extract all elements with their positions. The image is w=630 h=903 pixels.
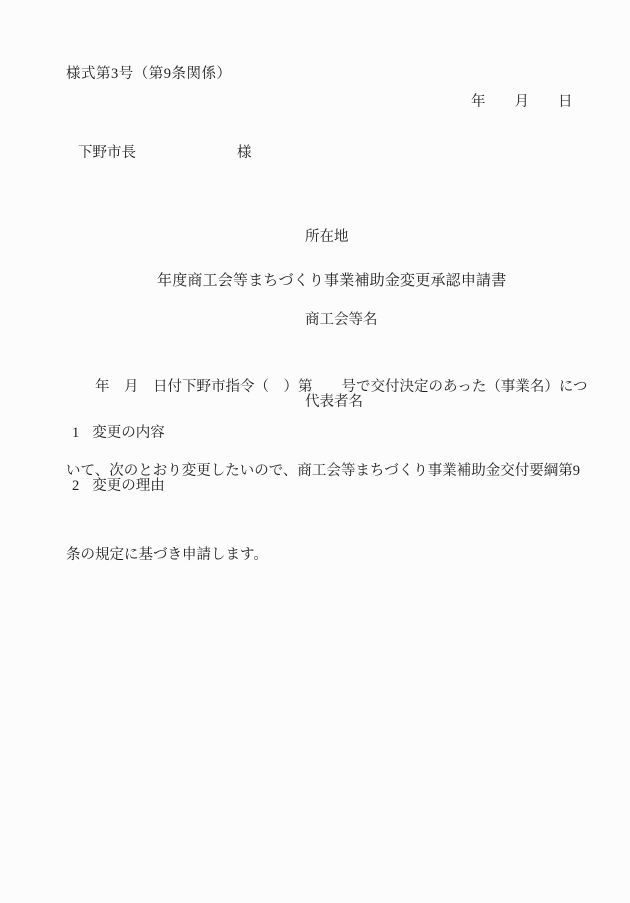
item-number: 2 <box>72 478 80 494</box>
date-line: 年 月 日 <box>471 94 573 110</box>
section-item-change-content <box>72 423 165 443</box>
body-line: 条の規定に基づき申請します。 <box>66 547 268 563</box>
addressee-honorific: 様 <box>237 145 252 161</box>
sender-field-organization: 商工会等名 <box>305 311 378 328</box>
section-item-change-reason <box>72 476 165 496</box>
addressee-line <box>78 143 252 163</box>
item-number: 1 <box>72 425 80 441</box>
body-line: 年 月 日付下野市指令（ ）第 号で交付決定のあった（事業名）につ <box>95 379 588 395</box>
item-label: 変更の内容 <box>92 425 165 441</box>
form-number: 様式第3号（第9条関係） <box>66 66 232 82</box>
body-paragraph <box>66 317 586 625</box>
sender-field-representative: 代表者名 <box>305 394 363 410</box>
document-title: 年度商工会等まちづくり事業補助金変更承認申請書 <box>157 273 507 289</box>
addressee-name: 下野市長 <box>78 145 136 161</box>
body-line: いて、次のとおり変更したいので、商工会等まちづくり事業補助金交付要綱第9 <box>66 463 581 479</box>
sender-field-address: 所在地 <box>305 229 349 245</box>
item-label: 変更の理由 <box>92 478 165 494</box>
